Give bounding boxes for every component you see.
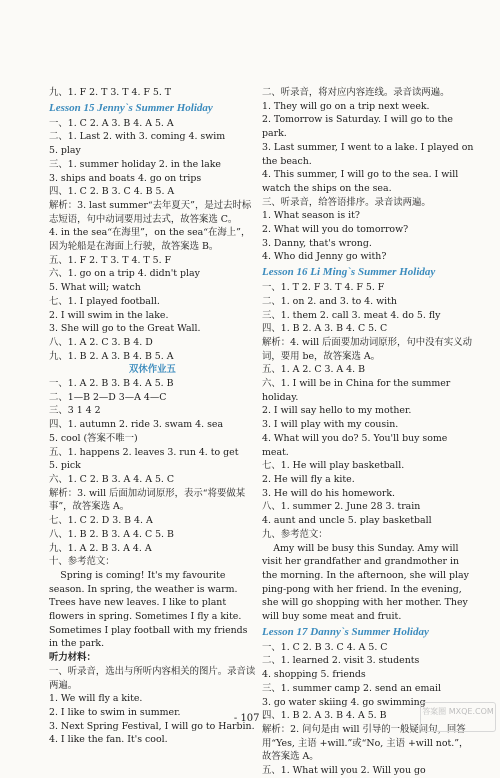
left-line: 三、3 1 4 2 bbox=[49, 405, 101, 417]
right-line: 1. What season is it? bbox=[262, 210, 360, 222]
right-line: 一、1. T 2. F 3. T 4. F 5. F bbox=[262, 282, 385, 294]
left-line: 5. pick bbox=[49, 460, 81, 472]
right-line: 五、1. What will you 2. Will you go bbox=[262, 765, 426, 777]
right-line: 4. shopping 5. friends bbox=[262, 669, 366, 681]
left-line: 2. I will swim in the lake. bbox=[49, 309, 169, 321]
left-line: 3. ships and boats 4. go on trips bbox=[49, 172, 202, 184]
left-line: 一、听录音，选出与所听内容相关的图片。录音读两遍。 bbox=[49, 665, 256, 691]
right-column bbox=[262, 86, 474, 778]
right-line: 八、1. summer 2. June 28 3. train bbox=[262, 501, 421, 513]
left-line: 3. Next Spring Festival, I will go to Harbin. bbox=[49, 720, 255, 732]
left-line: 九、1. B 2. A 3. B 4. B 5. A bbox=[49, 350, 174, 362]
watermark-logo: 答案圈 MXQE.COM bbox=[420, 702, 496, 732]
right-line: 解析：2. 问句是由 will 引导的一般疑问句，回答用“Yes, 主语 +will.”或“No, 主语 +will not.”，故答案选 A。 bbox=[262, 723, 469, 763]
right-line: 3. Danny, that's wrong. bbox=[262, 237, 372, 249]
right-line: Lesson 16 Li Ming`s Summer Holiday bbox=[262, 266, 436, 279]
left-line: 五、1. happens 2. leaves 3. run 4. to get bbox=[49, 446, 239, 458]
left-line: 1. We will fly a kite. bbox=[49, 693, 143, 705]
right-line: 二、1. on 2. and 3. to 4. with bbox=[262, 295, 397, 307]
right-line: 七、1. He will play basketball. bbox=[262, 460, 405, 472]
right-line: 五、1. A 2. C 3. A 4. B bbox=[262, 364, 365, 376]
right-line: 3. Last summer, I went to a lake. I played on the beach. bbox=[262, 141, 474, 167]
right-line: 3. He will do his homework. bbox=[262, 487, 396, 499]
right-line: 四、1. B 2. A 3. B 4. C 5. C bbox=[262, 323, 388, 335]
right-line: Lesson 17 Danny`s Summer Holiday bbox=[262, 625, 429, 638]
right-line: 三、听录音，给答语排序。录音读两遍。 bbox=[262, 196, 431, 208]
right-line: 三、1. them 2. call 3. meat 4. do 5. fly bbox=[262, 309, 441, 321]
left-line: 七、1. C 2. D 3. B 4. A bbox=[49, 515, 153, 527]
left-line: 2. I like to swim in summer. bbox=[49, 706, 181, 718]
right-line: 4. aunt and uncle 5. play basketball bbox=[262, 515, 432, 527]
right-line: 解析：4. will 后面要加动词原形，句中没有实义动词，要用 be，故答案选 A。 bbox=[262, 336, 473, 362]
left-line: 六、1. C 2. B 3. A 4. A 5. C bbox=[49, 473, 175, 485]
left-line: 七、1. I played football. bbox=[49, 295, 160, 307]
right-line: 四、1. B 2. A 3. B 4. A 5. B bbox=[262, 710, 387, 722]
right-line: Amy will be busy this Sunday. Amy will visit her grandfather and grandmother in the morning. In the afternoon, she will play ping-pong with her friend. In the evening, she will go shopping with her mother. They will buy some meat and fruit. bbox=[262, 542, 469, 623]
left-line: 一、1. C 2. A 3. B 4. A 5. A bbox=[49, 117, 174, 129]
right-line: 二、1. learned 2. visit 3. students bbox=[262, 655, 420, 667]
left-line: 双休作业五 bbox=[129, 364, 176, 376]
right-line: 3. I will play with my cousin. bbox=[262, 419, 399, 431]
left-line: 十、参考范文： bbox=[49, 556, 115, 568]
left-line: 一、1. A 2. B 3. B 4. A 5. B bbox=[49, 378, 174, 390]
right-line: 2. What will you do tomorrow? bbox=[262, 224, 409, 236]
left-line: 三、1. summer holiday 2. in the lake bbox=[49, 158, 221, 170]
left-line: 听力材料： bbox=[49, 652, 96, 664]
right-line: 4. This summer, I will go to the sea. I will watch the ships on the sea. bbox=[262, 169, 459, 194]
right-line: 九、参考范文： bbox=[262, 528, 328, 540]
left-line: 4. in the sea“在海里”，on the sea“在海上”，因为轮船是在海面上行驶，故答案选 B。 bbox=[49, 227, 251, 253]
left-line: 四、1. C 2. B 3. C 4. B 5. A bbox=[49, 186, 175, 198]
right-line: 2. I will say hello to my mother. bbox=[262, 405, 412, 417]
left-line: Lesson 15 Jenny`s Summer Holiday bbox=[49, 101, 213, 114]
right-line: 2. He will fly a kite. bbox=[262, 473, 355, 485]
left-line: 九、1. A 2. B 3. A 4. A bbox=[49, 542, 152, 554]
right-line: 1. They will go on a trip next week. bbox=[262, 100, 430, 112]
right-line: 二、听录音，将对应内容连线。录音读两遍。 bbox=[262, 87, 450, 98]
left-line: 九、1. F 2. T 3. T 4. F 5. T bbox=[49, 87, 172, 98]
left-line: 5. play bbox=[49, 145, 81, 157]
left-line: 八、1. A 2. C 3. B 4. D bbox=[49, 336, 153, 348]
left-line: 5. What will; watch bbox=[49, 282, 141, 294]
left-line: Spring is coming! It's my favourite season. In spring, the weather is warm. Trees have new leaves. I like to plant flowers in spring. Sometimes I fly a kite. Sometimes I play football with my friends in the park. bbox=[49, 569, 248, 650]
left-line: 四、1. autumn 2. ride 3. swam 4. sea bbox=[49, 419, 224, 431]
left-line: 解析：3. will 后面加动词原形，表示“将要做某事”，故答案选 A。 bbox=[49, 487, 246, 513]
left-line: 六、1. go on a trip 4. didn't play bbox=[49, 268, 200, 280]
page-number: - 107 - bbox=[233, 713, 267, 724]
left-column bbox=[49, 86, 256, 747]
left-line: 二、1—B 2—D 3—A 4—C bbox=[49, 391, 167, 403]
right-line: 2. Tomorrow is Saturday. I will go to the park. bbox=[262, 114, 453, 140]
right-line: 4. What will you do? 5. You'll buy some meat. bbox=[262, 432, 448, 458]
left-line: 3. She will go to the Great Wall. bbox=[49, 323, 201, 335]
left-line: 五、1. F 2. T 3. T 4. T 5. F bbox=[49, 254, 172, 266]
left-line: 八、1. B 2. B 3. A 4. C 5. B bbox=[49, 528, 174, 540]
right-line: 三、1. summer camp 2. send an email bbox=[262, 682, 441, 694]
left-line: 二、1. Last 2. with 3. coming 4. swim bbox=[49, 131, 226, 143]
right-line: 一、1. C 2. B 3. C 4. A 5. C bbox=[262, 641, 388, 653]
left-line: 5. cool (答案不唯一) bbox=[49, 432, 138, 444]
right-line: 六、1. I will be in China for the summer holiday. bbox=[262, 378, 451, 403]
left-line: 4. I like the fan. It's cool. bbox=[49, 734, 168, 746]
left-line: 解析：3. last summer“去年夏天”，是过去时标志短语，句中动词要用过去式，故答案选 C。 bbox=[49, 199, 252, 225]
right-line: 3. go water skiing 4. go swimming bbox=[262, 696, 426, 708]
right-line: 4. Who did Jenny go with? bbox=[262, 251, 387, 263]
